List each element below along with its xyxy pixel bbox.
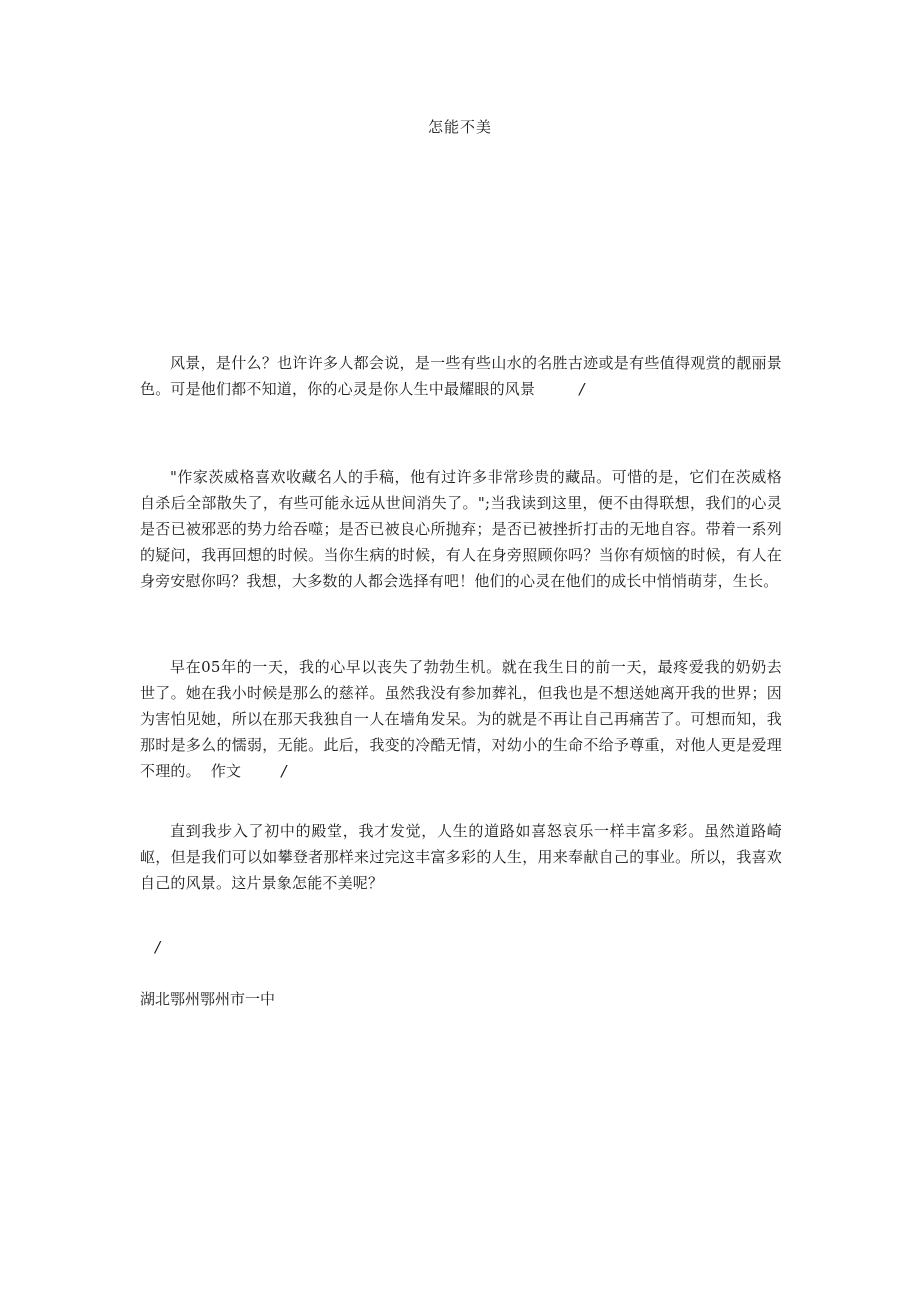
slash-mark: / (155, 938, 161, 956)
paragraph-1-text: 风景，是什么？也许许多人都会说，是一些有些山水的名胜古迹或是有些值得观赏的靓丽景色。可是他们都不知道，你的心灵是你人生中最耀眼的风景 (140, 354, 782, 398)
paragraph-2 (140, 464, 782, 594)
document-title: 怎能不美 (427, 118, 492, 136)
paragraph-4-text: 直到我步入了初中的殿堂，我才发觉，人生的道路如喜怒哀乐一样丰富多彩。虽然道路崎岖，但是我们可以如攀登者那样来过完这丰富多彩的人生，用来奉献自己的事业。所以，我喜欢自己的风景。这片景象怎能不美呢？ (140, 822, 782, 892)
paragraph-2-text: "作家茨威格喜欢收藏名人的手稿，他有过许多非常珍贵的藏品。可惜的是，它们在茨威格自杀后全部散失了，有些可能永远从世间消失了。";当我读到这里，便不由得联想，我们的心灵是否已被邪恶的势力给吞噬；是否已被良心所抛弃；是否已被挫折打击的无地自容。带着一系列的疑问，我再回想的时候。当你生病的时候，有人在身旁照顾你吗？当你有烦恼的时候，有人在身旁安慰你吗？我想，大多数的人都会选择有吧！他们的心灵在他们的成长中悄悄萌芽，生长。 (140, 468, 782, 590)
school-signature: 湖北鄂州鄂州市一中 (140, 990, 276, 1008)
paragraph-4 (140, 818, 782, 896)
slash-mark: / (281, 762, 287, 780)
essay-tag: 作文 (210, 762, 242, 780)
paragraph-3 (140, 654, 782, 784)
paragraph-3-text: 早在05年的一天，我的心早以丧失了勃勃生机。就在我生日的前一天，最疼爱我的奶奶去世了。她在我小时候是那么的慈祥。虽然我没有参加葬礼，但我也是不想送她离开我的世界；因为害怕见她，所以在那天我独自一人在墙角发呆。为的就是不再让自己再痛苦了。可想而知，我那时是多么的懦弱，无能。此后，我变的冷酷无情，对幼小的生命不给予尊重，对他人更是爱理不理的。 (140, 658, 782, 780)
paragraph-1 (140, 350, 782, 402)
slash-mark: / (579, 380, 585, 398)
